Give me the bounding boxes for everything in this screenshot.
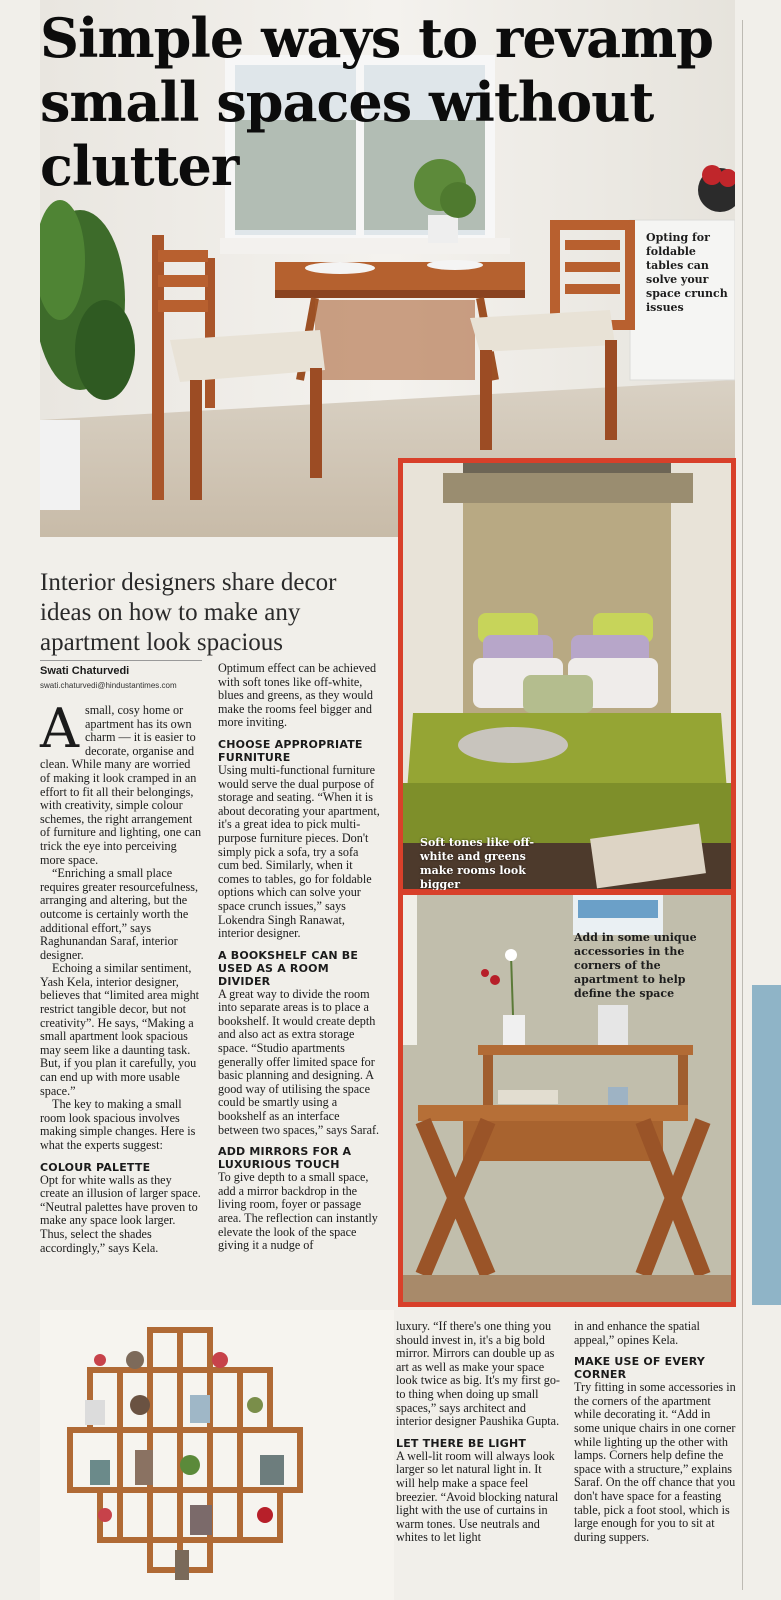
col2-subhead-furniture: CHOOSE APPROPRIATE FURNITURE bbox=[218, 737, 363, 764]
col2-paragraph-3: A great way to divide the room into separate areas is to place a bookshelf. It would create depth and also act as extra storage space. “Studio apartments generally offer limited space for basic planning and designing. A good way of utilising the space could be smartly using a bookshelf as an interface between two spaces,” says Saraf. bbox=[218, 986, 380, 1137]
col1-paragraph-3: Echoing a similar sentiment, Yash Kela, interior designer, believes that “limited area might restrict tangible decor, but not creativity”. He says, “Making a small apartment look spacious may seem like a daunting task. But, if you plan it carefully, you can end up with more usable space.” bbox=[40, 961, 200, 1098]
wall-shelf-illustration bbox=[40, 1310, 394, 1600]
bed-photo bbox=[403, 463, 731, 889]
article-deck: Interior designers share decor ideas on how to make any apartment look spacious bbox=[40, 569, 337, 656]
page-gutter-line bbox=[742, 20, 743, 1590]
col4-paragraph-2: Try fitting in some accessories in the corners of the apartment while decorating it. “Add in some unique chairs in one corner while lighting up the other with lamps. Corners help define the space with a structure,” explains Saraf. On the off chance that you don't have space for a feasting table, pick a foot stool, which is large enough for you to sit at during suppers. bbox=[574, 1380, 736, 1544]
col2-paragraph-4: To give depth to a small space, add a mirror backdrop in the living room, foyer or passage area. The reflection can instantly elevate the look of the space giving it a nudge of bbox=[218, 1170, 378, 1253]
wall-shelf-photo bbox=[40, 1310, 394, 1600]
col2-paragraph-1: Optimum effect can be achieved with soft tones like off-white, blues and greens, as they would make the rooms feel bigger and more inviting. bbox=[218, 661, 377, 730]
col3-paragraph-2: A well-lit room will always look larger so let natural light in. It will help make a space feel breezier. “Avoid blocking natural light with the use of curtains in warm tones. Use neutrals and whites to let light bbox=[396, 1448, 559, 1545]
col4-subhead-corner: MAKE USE OF EVERY CORNER bbox=[574, 1355, 705, 1382]
col2-subhead-bookshelf: A BOOKSHELF CAN BE USED AS A ROOM DIVIDER bbox=[218, 948, 359, 988]
column-4 bbox=[574, 1320, 738, 1544]
col3-paragraph-1: luxury. “If there's one thing you should invest in, it's a big bold mirror. Mirrors can double up as art as well as make your space look twice as big. It's my first go-to thing when doing up small spaces,” says architect and interior designer Paushika Gupta. bbox=[396, 1319, 560, 1429]
adjacent-page-sliver bbox=[752, 985, 781, 1305]
author-email: swati.chaturvedi@hindustantimes.com bbox=[40, 681, 177, 690]
col2-subhead-mirrors: ADD MIRRORS FOR A LUXURIOUS TOUCH bbox=[218, 1145, 352, 1172]
column-1 bbox=[40, 697, 203, 1255]
col1-p1-text: small, cosy home or apartment has its own charm — it is easier to decorate, organise and clean. While many are worried of making it look cramped in an effort to fit all their belongings, with creativity, simple colour schemes, the right arrangement of furniture and lighting, one can trick the eye into perceiving more space. bbox=[40, 703, 202, 867]
bed-illustration bbox=[403, 463, 731, 889]
col1-subhead-colour-palette: COLOUR PALETTE bbox=[40, 1160, 151, 1174]
caption-bed: Soft tones like off-white and greens make rooms look bigger bbox=[420, 836, 535, 891]
headline: Simple ways to revamp small spaces without clutter bbox=[40, 6, 713, 198]
drop-cap: A bbox=[40, 697, 79, 760]
caption-table: Opting for foldable tables can solve your space crunch issues bbox=[646, 231, 728, 314]
col2-paragraph-2: Using multi-functional furniture would serve the dual purpose of storage and seating. “When it is about decorating your apartment, it's a great idea to pick multi-purpose furniture pieces. Don't simply pick a sofa, try a sofa cum bed. Similarly, when it comes to tables, go for foldable options which can solve your space crunch issues,” says Lokendra Singh Ranawat, interior designer. bbox=[218, 762, 380, 941]
col1-paragraph-5: Opt for white walls as they create an illusion of larger space. “Neutral palettes have proven to make any space look larger. Thus, select the shades accordingly,” says Kela. bbox=[40, 1172, 201, 1255]
col4-paragraph-1: in and enhance the spatial appeal,” opines Kela. bbox=[574, 1319, 700, 1347]
caption-desk: Add in some unique accessories in the corners of the apartment to help define the space bbox=[574, 931, 697, 1000]
column-3 bbox=[396, 1320, 560, 1545]
byline: Swati Chaturvedi bbox=[40, 660, 202, 677]
col1-paragraph-4: The key to making a small room look spacious involves making simple changes. Here is what the experts suggest: bbox=[40, 1097, 196, 1152]
col1-paragraph-2: “Enriching a small place requires greater resourcefulness, arranging and altering, but the outcome is certainly worth the additional effort,” says Raghunandan Saraf, interior designer. bbox=[40, 866, 199, 962]
col1-paragraph-1 bbox=[40, 697, 203, 867]
col3-subhead-light: LET THERE BE LIGHT bbox=[396, 1436, 527, 1450]
column-2 bbox=[218, 662, 381, 1253]
